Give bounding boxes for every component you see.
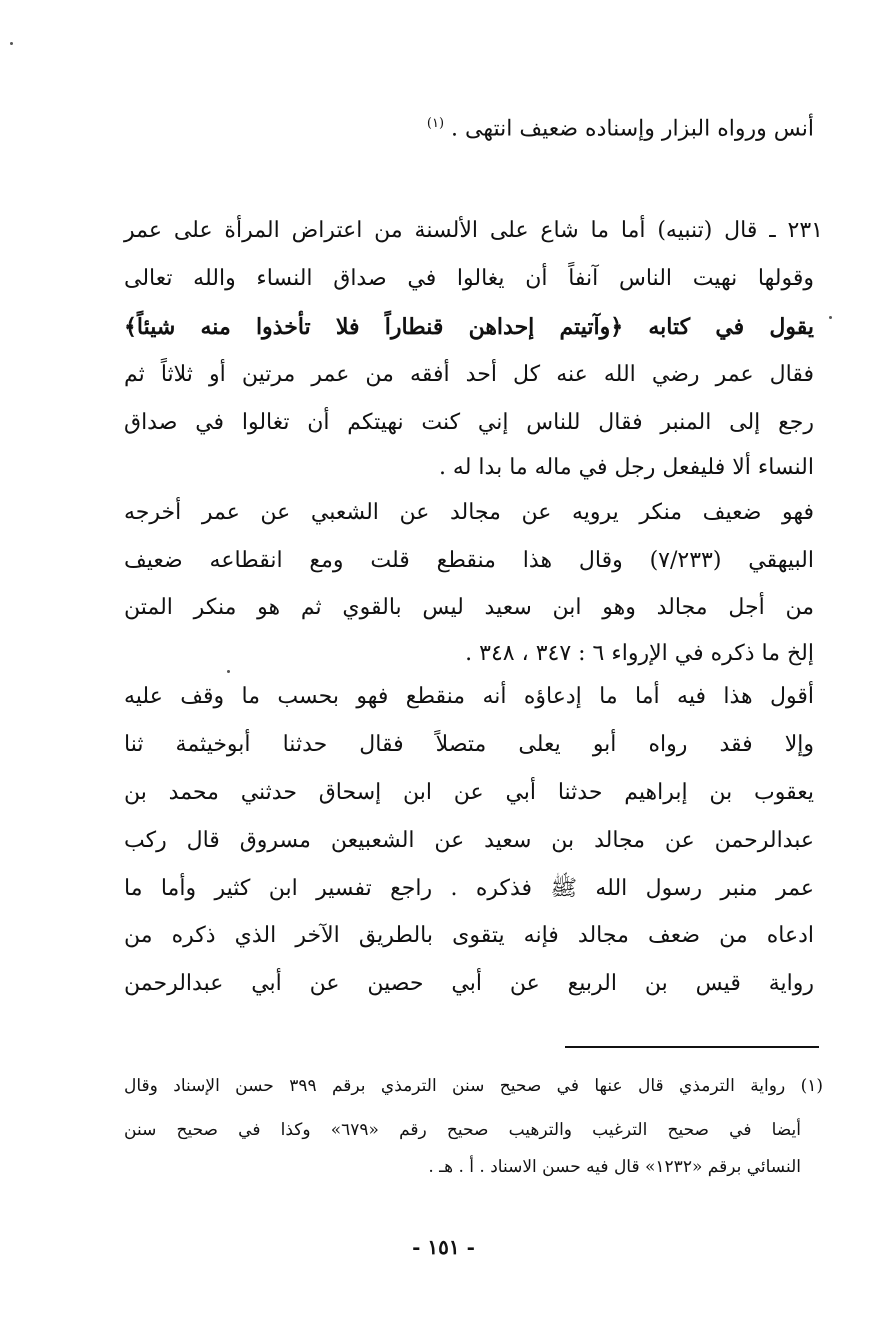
text-line: يعقوب بن إبراهيم حدثنا أبي عن ابن إسحاق حدثني محمد بن	[124, 780, 814, 805]
footnote-line: النسائي برقم «١٢٣٢» قال فيه حسن الاسناد . أ . هـ .	[428, 1157, 801, 1177]
page-number: - ١٥١ -	[412, 1235, 475, 1259]
footnote-line: أيضا في صحيح الترغيب والترهيب صحيح رقم «٦٧٩» وكذا في صحيح سنن	[124, 1120, 801, 1140]
scan-speck	[227, 670, 230, 673]
text-line: إلخ ما ذكره في الإرواء ٦ : ٣٤٧ ، ٣٤٨ .	[465, 641, 814, 666]
footnote-ref: (١)	[426, 116, 445, 131]
intro-line	[124, 110, 814, 143]
text-line: ادعاه من ضعف مجالد فإنه يتقوى بالطريق الآخر الذي ذكره من	[124, 923, 814, 948]
text-line: من أجل مجالد وهو ابن سعيد ليس بالقوي ثم هو منكر المتن	[124, 595, 814, 620]
scan-speck	[10, 42, 13, 45]
text-line: رواية قيس بن الربيع عن أبي حصين عن أبي عبدالرحمن	[124, 971, 814, 996]
text-line: يقول في كتابه ﴿وآتيتم إحداهن قنطاراً فلا تأخذوا منه شيئاً﴾	[124, 314, 814, 340]
intro-text: أنس ورواه البزار وإسناده ضعيف انتهى .	[451, 116, 814, 142]
text-line: فهو ضعيف منكر يرويه عن مجالد عن الشعبي عن عمر أخرجه	[124, 500, 814, 525]
text-line: عمر منبر رسول الله ﷺ فذكره . راجع تفسير ابن كثير وأما ما	[124, 876, 814, 901]
scan-speck	[829, 316, 832, 319]
text-line: البيهقي (٧/٢٣٣) وقال هذا منقطع قلت ومع انقطاعه ضعيف	[124, 548, 814, 573]
text-line: ٢٣١ ـ قال (تنبيه) أما ما شاع على الألسنة من اعتراض المرأة على عمر	[124, 218, 823, 243]
footnote-divider	[565, 1046, 819, 1048]
footnote-line: (١) رواية الترمذي قال عنها في صحيح سنن الترمذي برقم ٣٩٩ حسن الإسناد وقال	[124, 1076, 823, 1096]
text-line: النساء ألا فليفعل رجل في ماله ما بدا له .	[438, 455, 814, 480]
text-line: عبدالرحمن عن مجالد بن سعيد عن الشعبيعن مسروق قال ركب	[124, 828, 814, 853]
text-line: فقال عمر رضي الله عنه كل أحد أفقه من عمر مرتين أو ثلاثاً ثم	[124, 362, 814, 387]
text-line: أقول هذا فيه أما ما إدعاؤه أنه منقطع فهو بحسب ما وقف عليه	[124, 684, 814, 709]
text-line: وقولها نهيت الناس آنفاً أن يغالوا في صداق النساء والله تعالى	[124, 266, 814, 291]
text-line: رجع إلى المنبر فقال للناس إني كنت نهيتكم أن تغالوا في صداق	[124, 410, 814, 435]
text-line: وإلا فقد رواه أبو يعلى متصلاً فقال حدثنا أبوخيثمة ثنا	[124, 732, 814, 757]
